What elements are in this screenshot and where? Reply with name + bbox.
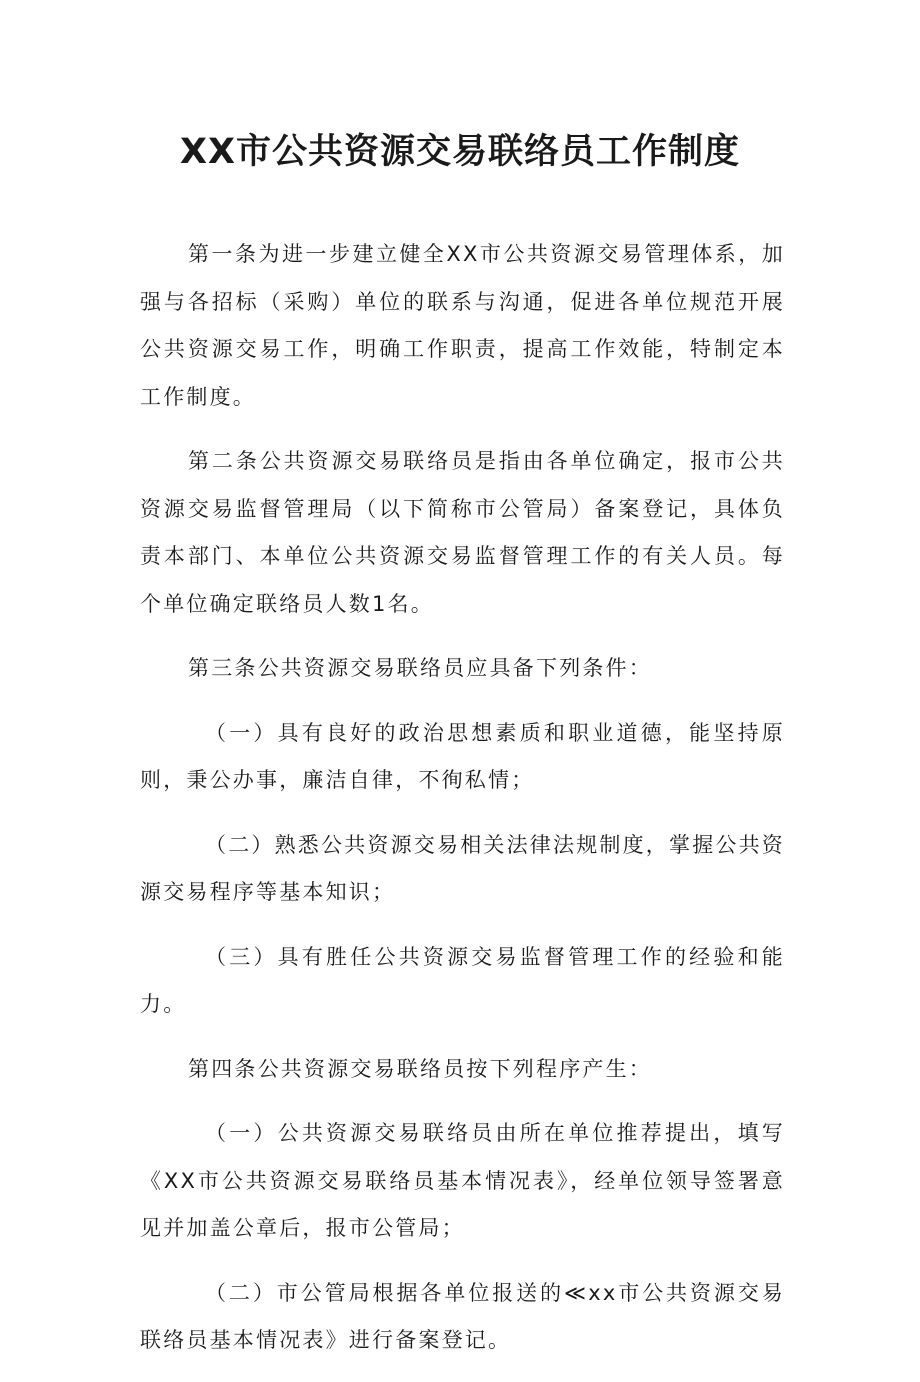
article-2-paragraph: 第二条公共资源交易联络员是指由各单位确定，报市公共资源交易监督管理局（以下简称市公管局）备案登记，具体负责本部门、本单位公共资源交易监督管理工作的有关人员。每个单位确定联络员人数1名。 <box>140 449 785 616</box>
article-3-item-2: （二）熟悉公共资源交易相关法律法规制度，掌握公共资源交易程序等基本知识； <box>140 832 785 904</box>
article-3-paragraph: 第三条公共资源交易联络员应具备下列条件： <box>188 656 652 680</box>
document-title: XX市公共资源交易联络员工作制度 <box>180 132 740 172</box>
article-4-item-2: （二）市公管局根据各单位报送的≪xx市公共资源交易联络员基本情况表》进行备案登记。 <box>140 1280 785 1352</box>
article-3-item-3: （三）具有胜任公共资源交易监督管理工作的经验和能力。 <box>140 944 785 1016</box>
article-3-item-1: （一）具有良好的政治思想素质和职业道德，能坚持原则，秉公办事，廉洁自律，不徇私情； <box>140 720 785 792</box>
document-body <box>140 231 785 1382</box>
article-4-item-1: （一）公共资源交易联络员由所在单位推荐提出，填写《XX市公共资源交易联络员基本情况表》，经单位领导签署意见并加盖公章后，报市公管局； <box>140 1121 785 1240</box>
article-4-paragraph: 第四条公共资源交易联络员按下列程序产生： <box>188 1056 652 1081</box>
article-1-paragraph: 第一条为进一步建立健全XX市公共资源交易管理体系，加强与各招标（采购）单位的联系与沟通，促进各单位规范开展公共资源交易工作，明确工作职责，提高工作效能，特制定本工作制度。 <box>140 242 785 409</box>
